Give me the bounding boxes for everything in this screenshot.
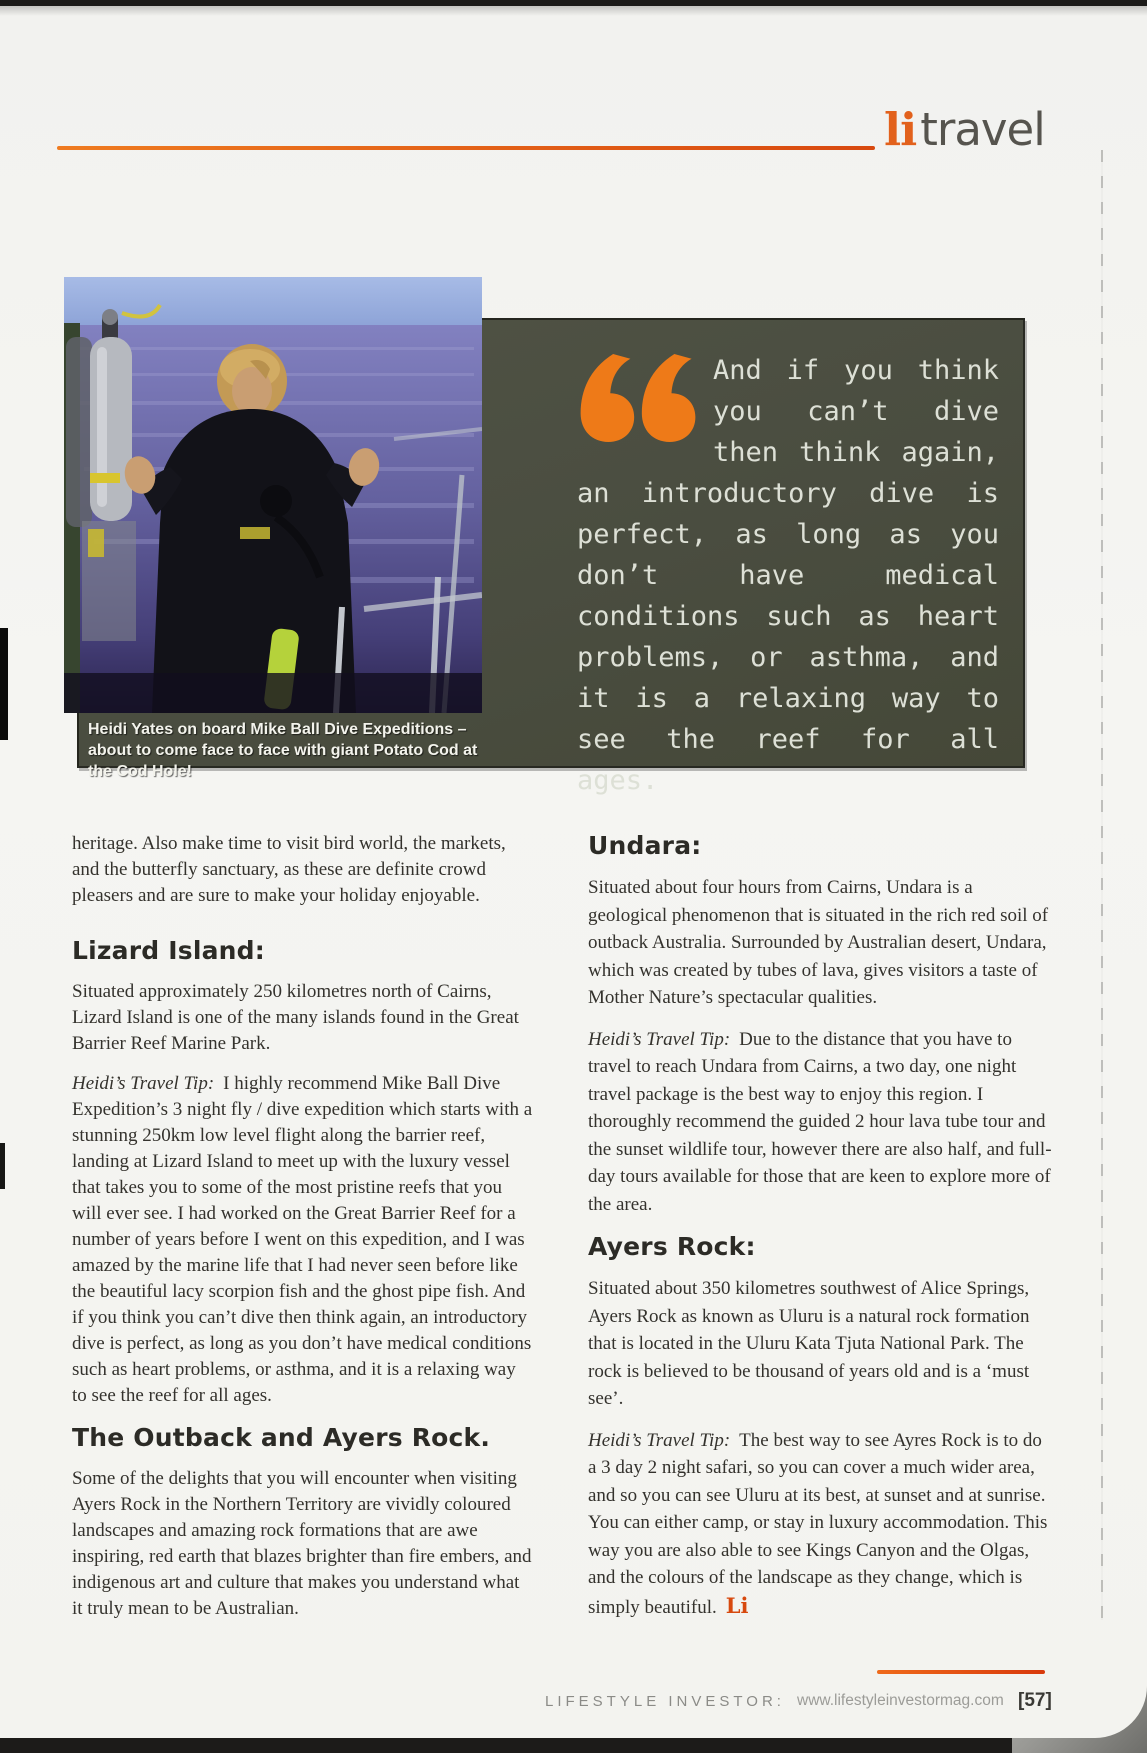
photo-deck-shadow [64,673,482,713]
page-fold-line [1101,150,1103,1620]
page-number: [57] [1018,1690,1052,1711]
header-rule [57,146,875,150]
photo-caption: Heidi Yates on board Mike Ball Dive Expeditions – about to come face to face with giant Potato Cod at the Cod Hole! [88,721,478,780]
section-heading-outback: The Outback and Ayers Rock. [72,1423,491,1452]
quote-mark-icon [577,354,699,442]
scan-artifact [0,1143,5,1189]
paragraph: Situated about 350 kilometres southwest of Alice Springs, Ayers Rock as known as Uluru is a natural rock formation that is located in the Uluru Kata Tjuta National Park. The rock is believed to be thousand of years old and is a ‘must see’. [588,1278,1030,1409]
scan-artifact [0,628,8,740]
travel-tip [588,1026,1052,1219]
photo-sky [64,277,482,327]
article-column-left [72,831,534,1622]
section-heading-lizard-island: Lizard Island: [72,936,265,965]
brand-travel: travel [920,103,1045,156]
travel-tip [588,1427,1052,1622]
paragraph: Some of the delights that you will encounter when visiting Ayers Rock in the Northern Territory are vividly coloured landscapes and amazing rock formations that are awe inspiring, red earth that blazes brighter than fire embers, and indigenous art and culture that makes you understand what it truly mean to be Australian. [72,1468,532,1619]
travel-tip-lead: Heidi’s Travel Tip: [72,1073,215,1094]
paragraph: Situated approximately 250 kilometres north of Cairns, Lizard Island is one of the many islands found in the Great Barrier Reef Marine Park. [72,981,519,1054]
article-column-right [588,831,1052,1621]
travel-tip-text: Due to the distance that you have to travel to reach Undara from Cairns, a two day, one night travel package is the best way to enjoy this region. I thoroughly recommend the guided 2 hour lava tube tour and the sunset wildlife tour, however there are also half, and full-day tours available for those that are keen to explore more of the area. [588,1028,1052,1215]
scan-edge-shade [0,6,1147,16]
paragraph: Situated about four hours from Cairns, Undara is a geological phenomenon that is situated in the rich red soil of outback Australia. Surrounded by Australian desert, Undara, which was created by tubes of lava, gives visitors a taste of Mother Nature’s spectacular qualities. [588,877,1049,1008]
travel-tip-text: The best way to see Ayres Rock is to do a 3 day 2 night safari, so you can cover a much wider area, and so you can see Uluru at its best, at sunset and at sunrise. You can either camp, or stay in luxury accommodation. This way you are also able to see Kings Canyon and the Olgas, and the colours of the landscape as they change, which is simply beautiful. [588,1429,1048,1618]
article-end-mark: Li [725,1592,749,1618]
section-heading-ayers-rock: Ayers Rock: [588,1232,756,1261]
pull-quote [577,350,999,801]
footer [0,1690,1147,1716]
quote-text: And if you think you can’t dive then think again, an introductory dive is perfect, as long as you don’t have medical conditions such as heart problems, or asthma, and it is a relaxing way to see the reef for all ages. [577,355,999,796]
magazine-url: www.lifestyleinvestormag.com [797,1692,1004,1709]
travel-tip [72,1071,534,1409]
paragraph: heritage. Also make time to visit bird world, the markets, and the butterfly sanctuary, as these are definite crowd pleasers and are sure to make your holiday enjoyable. [72,833,506,906]
travel-tip-text: I highly recommend Mike Ball Dive Expedition’s 3 night fly / dive expedition which starts with a stunning 250km low level flight along the barrier reef, landing at Lizard Island to meet up with the luxury vessel that takes you to some of the most pristine reefs that you will ever see. I had worked on the Great Barrier Reef for a number of years before I went on this expedition, and I was amazed by the marine life that I had never seen before like the beautiful lacy scorpion fish and the ghost pipe fish. And if you think you can’t dive then think again, an introductory dive is perfect, as long as you don’t have medical conditions such as heart problems, or asthma, and it is a relaxing way to see the reef for all ages. [72,1073,533,1406]
travel-tip-lead: Heidi’s Travel Tip: [588,1028,731,1050]
diver-photo [64,277,482,713]
section-heading-undara: Undara: [588,831,702,860]
brand-logo [884,104,1045,156]
brand-li: li [884,103,917,156]
magazine-name: LIFESTYLE INVESTOR: [545,1693,785,1710]
footer-rule [877,1670,1045,1674]
travel-tip-lead: Heidi’s Travel Tip: [588,1429,731,1451]
